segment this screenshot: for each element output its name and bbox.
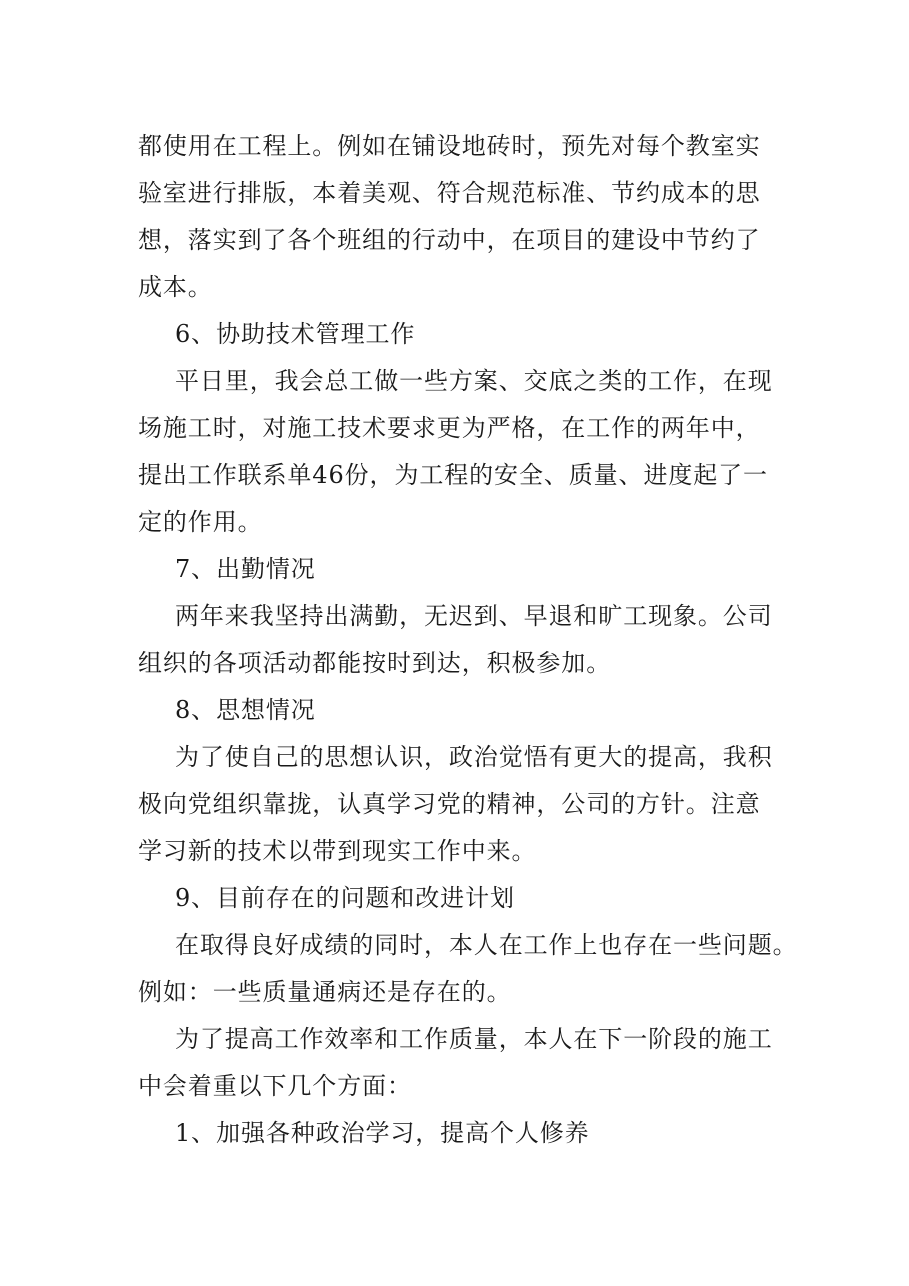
paragraph-line: 在取得良好成绩的同时，本人在工作上也存在一些问题。	[175, 931, 798, 959]
paragraph-line: 平日里，我会总工做一些方案、交底之类的工作，在现	[175, 367, 773, 395]
paragraph-line: 极向党组织靠拢，认真学习党的精神，公司的方针。注意	[138, 790, 761, 818]
paragraph-line: 都使用在工程上。例如在铺设地砖时，预先对每个教室实	[138, 132, 761, 160]
paragraph-line: 提出工作联系单46份，为工程的安全、质量、进度起了一	[138, 461, 768, 489]
paragraph-line: 定的作用。	[138, 508, 263, 536]
paragraph-line: 为了使自己的思想认识，政治觉悟有更大的提高，我积	[175, 743, 773, 771]
paragraph-line: 学习新的技术以带到现实工作中来。	[138, 837, 537, 865]
paragraph-line: 两年来我坚持出满勤，无迟到、早退和旷工现象。公司	[175, 602, 773, 630]
paragraph-line: 验室进行排版，本着美观、符合规范标准、节约成本的思	[138, 179, 761, 207]
section-heading: 8、思想情况	[175, 696, 316, 724]
section-heading: 9、目前存在的问题和改进计划	[175, 884, 515, 912]
paragraph-line: 想，落实到了各个班组的行动中，在项目的建设中节约了	[138, 226, 761, 254]
paragraph-line: 为了提高工作效率和工作质量，本人在下一阶段的施工	[175, 1025, 773, 1053]
paragraph-line: 例如：一些质量通病还是存在的。	[138, 978, 512, 1006]
paragraph-line: 场施工时，对施工技术要求更为严格，在工作的两年中，	[138, 414, 761, 442]
paragraph-line: 中会着重以下几个方面：	[138, 1072, 412, 1100]
paragraph-line: 成本。	[138, 273, 213, 301]
section-heading: 7、出勤情况	[175, 555, 316, 583]
paragraph-line: 组织的各项活动都能按时到达，积极参加。	[138, 649, 612, 677]
list-item: 1、加强各种政治学习，提高个人修养	[175, 1119, 590, 1147]
section-heading: 6、协助技术管理工作	[175, 320, 416, 348]
